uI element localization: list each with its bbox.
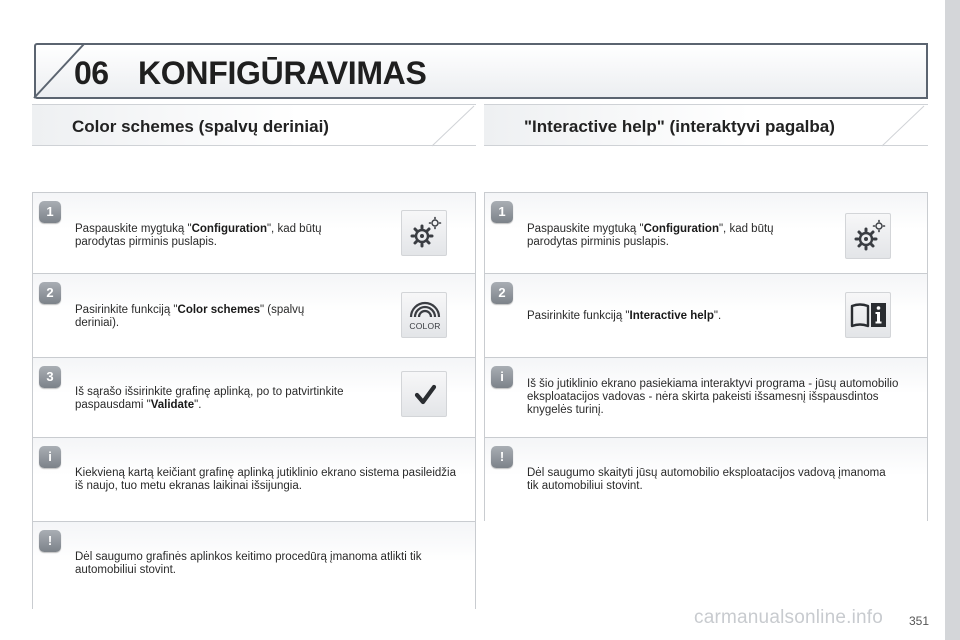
right-info-note [485,358,927,438]
text-part: Iš sąrašo išsirinkite grafinę aplinką, po to patvirtinkite paspausdami " [75,386,344,411]
warning-badge: ! [491,446,513,468]
text-part: ". [194,399,202,411]
page-edge-strip [945,0,960,640]
left-step-3-text [75,386,345,412]
interactive-help-label: Interactive help [629,310,714,322]
left-step-1 [33,193,475,274]
left-title-slash-decoration [430,104,478,148]
color-icon [402,293,448,339]
left-warning-note [33,522,475,610]
step-number-badge: 1 [39,201,61,223]
text-part: Paspauskite mygtuką " [527,223,644,235]
chapter-title: KONFIGŪRAVIMAS [138,55,427,91]
book-info-icon [846,293,892,339]
left-info-note [33,438,475,522]
configuration-button-icon-tile [401,210,447,256]
color-icon-label: COLOR [409,321,441,331]
text-part: " (spalvų deriniai). [75,304,305,329]
configuration-button-icon-tile [845,213,891,259]
left-steps-panel [32,192,476,609]
interactive-help-icon-tile [845,292,891,338]
left-section-title: Color schemes (spalvų deriniai) [72,117,329,136]
right-step-2 [485,274,927,358]
configuration-label: Configuration [643,223,719,235]
color-schemes-icon-tile [401,292,447,338]
text-part: Pasirinkite funkciją " [75,304,178,316]
text-part: Paspauskite mygtuką " [75,223,192,235]
validate-button-icon-tile [401,371,447,417]
step-number-badge: 3 [39,366,61,388]
step-number-badge: 2 [491,282,513,304]
text-part: ", kad būtų parodytas pirminis puslapis. [75,223,322,248]
color-schemes-label: Color schemes [177,304,260,316]
right-step-1 [485,193,927,274]
right-steps-panel [484,192,928,521]
right-section-title: "Interactive help" (interaktyvi pagalba) [524,117,835,136]
watermark: carmanualsonline.info [694,607,884,628]
right-title-slash-decoration [880,104,928,148]
right-step-1-text [527,223,797,249]
warning-badge: ! [39,530,61,552]
left-step-2 [33,274,475,358]
left-info-text: Kiekvieną kartą keičiant grafinę aplinką jutiklinio ekrano sistema pasileidžia iš naujo, tuo metu ekranas laikinai išsijungia. [75,467,456,492]
text-part: Pasirinkite funkciją " [527,310,630,322]
text-part: ". [713,310,722,322]
gear-icon [402,211,448,257]
validate-label: Validate [150,399,195,411]
step-number-badge: 1 [491,201,513,223]
text-part: ", kad būtų parodytas pirminis puslapis. [527,223,774,248]
right-warning-text: Dėl saugumo skaityti jūsų automobilio eksploatacijos vadovą įmanoma tik automobiliui stovint. [527,467,886,492]
check-icon [402,372,448,418]
step-number-badge: 2 [39,282,61,304]
right-warning-note [485,438,927,522]
right-step-2-text [527,310,817,323]
left-step-3 [33,358,475,438]
left-step-1-text [75,223,345,249]
left-step-2-text [75,304,345,330]
gear-icon [846,214,892,260]
page-number: 351 [909,614,930,628]
info-badge: i [491,366,513,388]
configuration-label: Configuration [191,223,267,235]
chapter-number: 06 [74,55,109,91]
info-badge: i [39,446,61,468]
right-info-text: Iš šio jutiklinio ekrano pasiekiama interaktyvi programa - jūsų automobilio eksploatacijos vadovas - nėra skirta pakeisti išsamesnį išspausdintos knygelės turinį. [527,378,899,416]
left-warning-text: Dėl saugumo grafinės aplinkos keitimo procedūrą įmanoma atlikti tik automobiliui stovint. [75,551,422,576]
